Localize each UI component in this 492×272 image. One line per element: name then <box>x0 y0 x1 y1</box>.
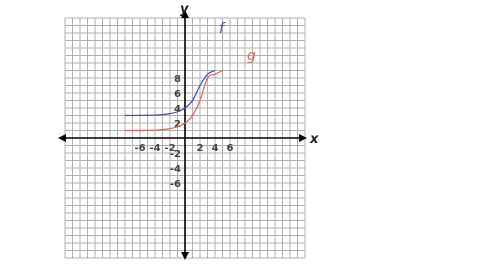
y-axis-label: y <box>180 2 189 17</box>
x-tick-label: -6 <box>134 143 146 154</box>
y-tick-label: 6 <box>174 89 181 100</box>
y-tick-label: 2 <box>174 119 181 130</box>
x-axis-arrow-right-icon <box>299 134 307 142</box>
y-tick-label: 8 <box>174 74 181 85</box>
y-axis-arrow-down-icon <box>181 252 189 260</box>
y-tick-label: -6 <box>169 179 181 190</box>
x-tick-label: 6 <box>226 143 234 154</box>
x-tick-label: -2 <box>164 143 176 154</box>
x-tick-label: 4 <box>211 143 219 154</box>
y-tick-label: 4 <box>174 104 181 115</box>
x-axis-arrow-left-icon <box>58 134 66 142</box>
curve-label-g: g <box>247 48 256 64</box>
y-tick-label: -2 <box>169 149 181 160</box>
tick-labels <box>134 74 233 190</box>
x-tick-label: 2 <box>196 143 204 154</box>
x-axis-label: x <box>310 132 319 147</box>
y-tick-label: -4 <box>169 164 181 175</box>
x-tick-label: -4 <box>149 143 161 154</box>
curve-label-f: f <box>219 21 224 37</box>
